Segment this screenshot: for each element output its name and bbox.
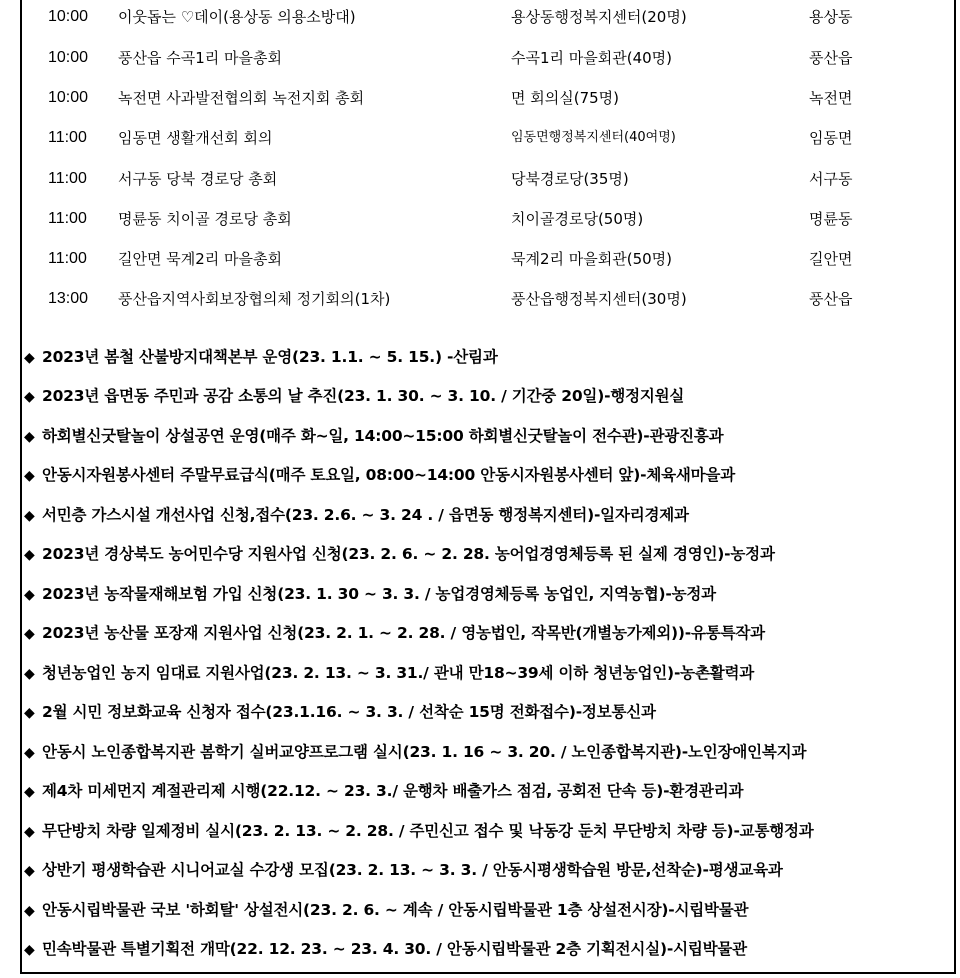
- schedule-place: 용상동행정복지센터(20명): [511, 8, 687, 26]
- diamond-bullet-icon: ◆: [24, 666, 35, 682]
- notice-item: [24, 658, 754, 688]
- schedule-row: [22, 164, 954, 194]
- notice-text: 2월 시민 정보화교육 신청자 접수(23.1.16. ~ 3. 3. / 선착순 15명 전화접수)-정보통신과: [42, 703, 656, 721]
- schedule-event: 이웃돕는 ♡데이(용상동 의용소방대): [118, 8, 356, 26]
- notice-text: 상반기 평생학습관 시니어교실 수강생 모집(23. 2. 13. ~ 3. 3. / 안동시평생학습원 방문,선착순)-평생교육과: [42, 861, 783, 879]
- diamond-bullet-icon: ◆: [24, 863, 35, 879]
- schedule-place: 묵계2리 마을회관(50명): [511, 250, 673, 268]
- notice-text: 2023년 봄철 산불방지대책본부 운영(23. 1.1. ~ 5. 15.) -산림과: [42, 348, 498, 366]
- schedule-row: [22, 83, 954, 113]
- notice-item: [24, 855, 783, 885]
- notice-item: [24, 381, 684, 411]
- notice-text: 안동시자원봉사센터 주말무료급식(매주 토요일, 08:00~14:00 안동시자원봉사센터 앞)-체육새마을과: [42, 466, 735, 484]
- schedule-time: 11:00: [48, 210, 87, 227]
- notice-text: 하회별신굿탈놀이 상설공연 운영(매주 화~일, 14:00~15:00 하회별신굿탈놀이 전수관)-관광진흥과: [42, 427, 724, 445]
- notice-text: 민속박물관 특별기획전 개막(22. 12. 23. ~ 23. 4. 30. / 안동시립박물관 2층 기획전시실)-시립박물관: [42, 940, 747, 958]
- schedule-place: 면 회의실(75명): [511, 89, 620, 107]
- notice-item: [24, 579, 716, 609]
- schedule-event: 명륜동 치이골 경로당 총회: [118, 210, 292, 228]
- schedule-area: 길안면: [809, 250, 853, 268]
- notice-item: [24, 816, 814, 846]
- notice-text: 제4차 미세먼지 계절관리제 시행(22.12. ~ 23. 3./ 운행차 배출가스 점검, 공회전 단속 등)-환경관리과: [42, 782, 744, 800]
- schedule-time: 10:00: [48, 89, 89, 106]
- schedule-area: 용상동: [809, 8, 853, 26]
- schedule-time: 11:00: [48, 250, 87, 267]
- notice-item: [24, 934, 747, 964]
- notice-item: [24, 737, 806, 767]
- schedule-time: 13:00: [48, 290, 89, 307]
- schedule-row: [22, 123, 954, 153]
- schedule-event: 서구동 당북 경로당 총회: [118, 170, 278, 188]
- notice-item: [24, 618, 765, 648]
- diamond-bullet-icon: ◆: [24, 429, 35, 445]
- diamond-bullet-icon: ◆: [24, 784, 35, 800]
- schedule-event: 녹전면 사과발전협의회 녹전지회 총회: [118, 89, 365, 107]
- schedule-event: 풍산읍 수곡1리 마을총회: [118, 49, 282, 67]
- diamond-bullet-icon: ◆: [24, 587, 35, 603]
- schedule-row: [22, 204, 954, 234]
- schedule-area: 풍산읍: [809, 290, 853, 308]
- schedule-row: [22, 284, 954, 314]
- schedule-row: [22, 244, 954, 274]
- schedule-place: 치이골경로당(50명): [511, 210, 644, 228]
- schedule-row: [22, 43, 954, 73]
- notice-item: [24, 539, 775, 569]
- schedule-area: 서구동: [809, 170, 853, 188]
- diamond-bullet-icon: ◆: [24, 547, 35, 563]
- schedule-area: 임동면: [809, 129, 853, 147]
- diamond-bullet-icon: ◆: [24, 468, 35, 484]
- schedule-event: 풍산읍지역사회보장협의체 정기회의(1차): [118, 290, 391, 308]
- document-frame: [20, 0, 956, 974]
- schedule-time: 11:00: [48, 129, 87, 146]
- diamond-bullet-icon: ◆: [24, 824, 35, 840]
- diamond-bullet-icon: ◆: [24, 508, 35, 524]
- schedule-time: 10:00: [48, 8, 89, 25]
- schedule-area: 명륜동: [809, 210, 853, 228]
- notice-item: [24, 697, 656, 727]
- schedule-area: 녹전면: [809, 89, 853, 107]
- notice-text: 안동시 노인종합복지관 봄학기 실버교양프로그램 실시(23. 1. 16 ~ 3. 20. / 노인종합복지관)-노인장애인복지과: [42, 743, 807, 761]
- schedule-place: 당북경로당(35명): [511, 170, 629, 188]
- schedule-time: 11:00: [48, 170, 87, 187]
- schedule-time: 10:00: [48, 49, 89, 66]
- schedule-place: 임동면행정복지센터(40여명): [511, 130, 676, 145]
- schedule-area: 풍산읍: [809, 49, 853, 67]
- notice-item: [24, 776, 743, 806]
- notice-text: 서민층 가스시설 개선사업 신청,접수(23. 2.6. ~ 3. 24 . / 읍면동 행정복지센터)-일자리경제과: [42, 506, 689, 524]
- schedule-place: 수곡1리 마을회관(40명): [511, 49, 673, 67]
- notice-text: 2023년 읍면동 주민과 공감 소통의 날 추진(23. 1. 30. ~ 3. 10. / 기간중 20일)-행정지원실: [42, 387, 685, 405]
- schedule-place: 풍산읍행정복지센터(30명): [511, 290, 687, 308]
- diamond-bullet-icon: ◆: [24, 350, 35, 366]
- schedule-event: 임동면 생활개선회 회의: [118, 129, 273, 147]
- diamond-bullet-icon: ◆: [24, 705, 35, 721]
- diamond-bullet-icon: ◆: [24, 942, 35, 958]
- diamond-bullet-icon: ◆: [24, 903, 35, 919]
- notice-text: 2023년 농산물 포장재 지원사업 신청(23. 2. 1. ~ 2. 28. / 영농법인, 작목반(개별농가제외))-유통특작과: [42, 624, 765, 642]
- notice-text: 2023년 경상북도 농어민수당 지원사업 신청(23. 2. 6. ~ 2. 28. 농어업경영체등록 된 실제 경영인)-농정과: [42, 545, 775, 563]
- schedule-event: 길안면 묵계2리 마을총회: [118, 250, 282, 268]
- notice-item: [24, 895, 748, 925]
- notice-item: [24, 500, 689, 530]
- notice-item: [24, 421, 723, 451]
- notice-item: [24, 460, 735, 490]
- notice-text: 안동시립박물관 국보 '하회탈' 상설전시(23. 2. 6. ~ 계속 / 안동시립박물관 1층 상설전시장)-시립박물관: [42, 901, 749, 919]
- notice-text: 2023년 농작물재해보험 가입 신청(23. 1. 30 ~ 3. 3. / 농업경영체등록 농업인, 지역농협)-농정과: [42, 585, 716, 603]
- schedule-row: [22, 2, 954, 32]
- diamond-bullet-icon: ◆: [24, 745, 35, 761]
- notice-item: [24, 342, 498, 372]
- notice-text: 청년농업인 농지 임대료 지원사업(23. 2. 13. ~ 3. 31./ 관내 만18~39세 이하 청년농업인)-농촌활력과: [42, 664, 755, 682]
- diamond-bullet-icon: ◆: [24, 626, 35, 642]
- notice-text: 무단방치 차량 일제정비 실시(23. 2. 13. ~ 2. 28. / 주민신고 접수 및 낙동강 둔치 무단방치 차량 등)-교통행정과: [42, 822, 814, 840]
- diamond-bullet-icon: ◆: [24, 389, 35, 405]
